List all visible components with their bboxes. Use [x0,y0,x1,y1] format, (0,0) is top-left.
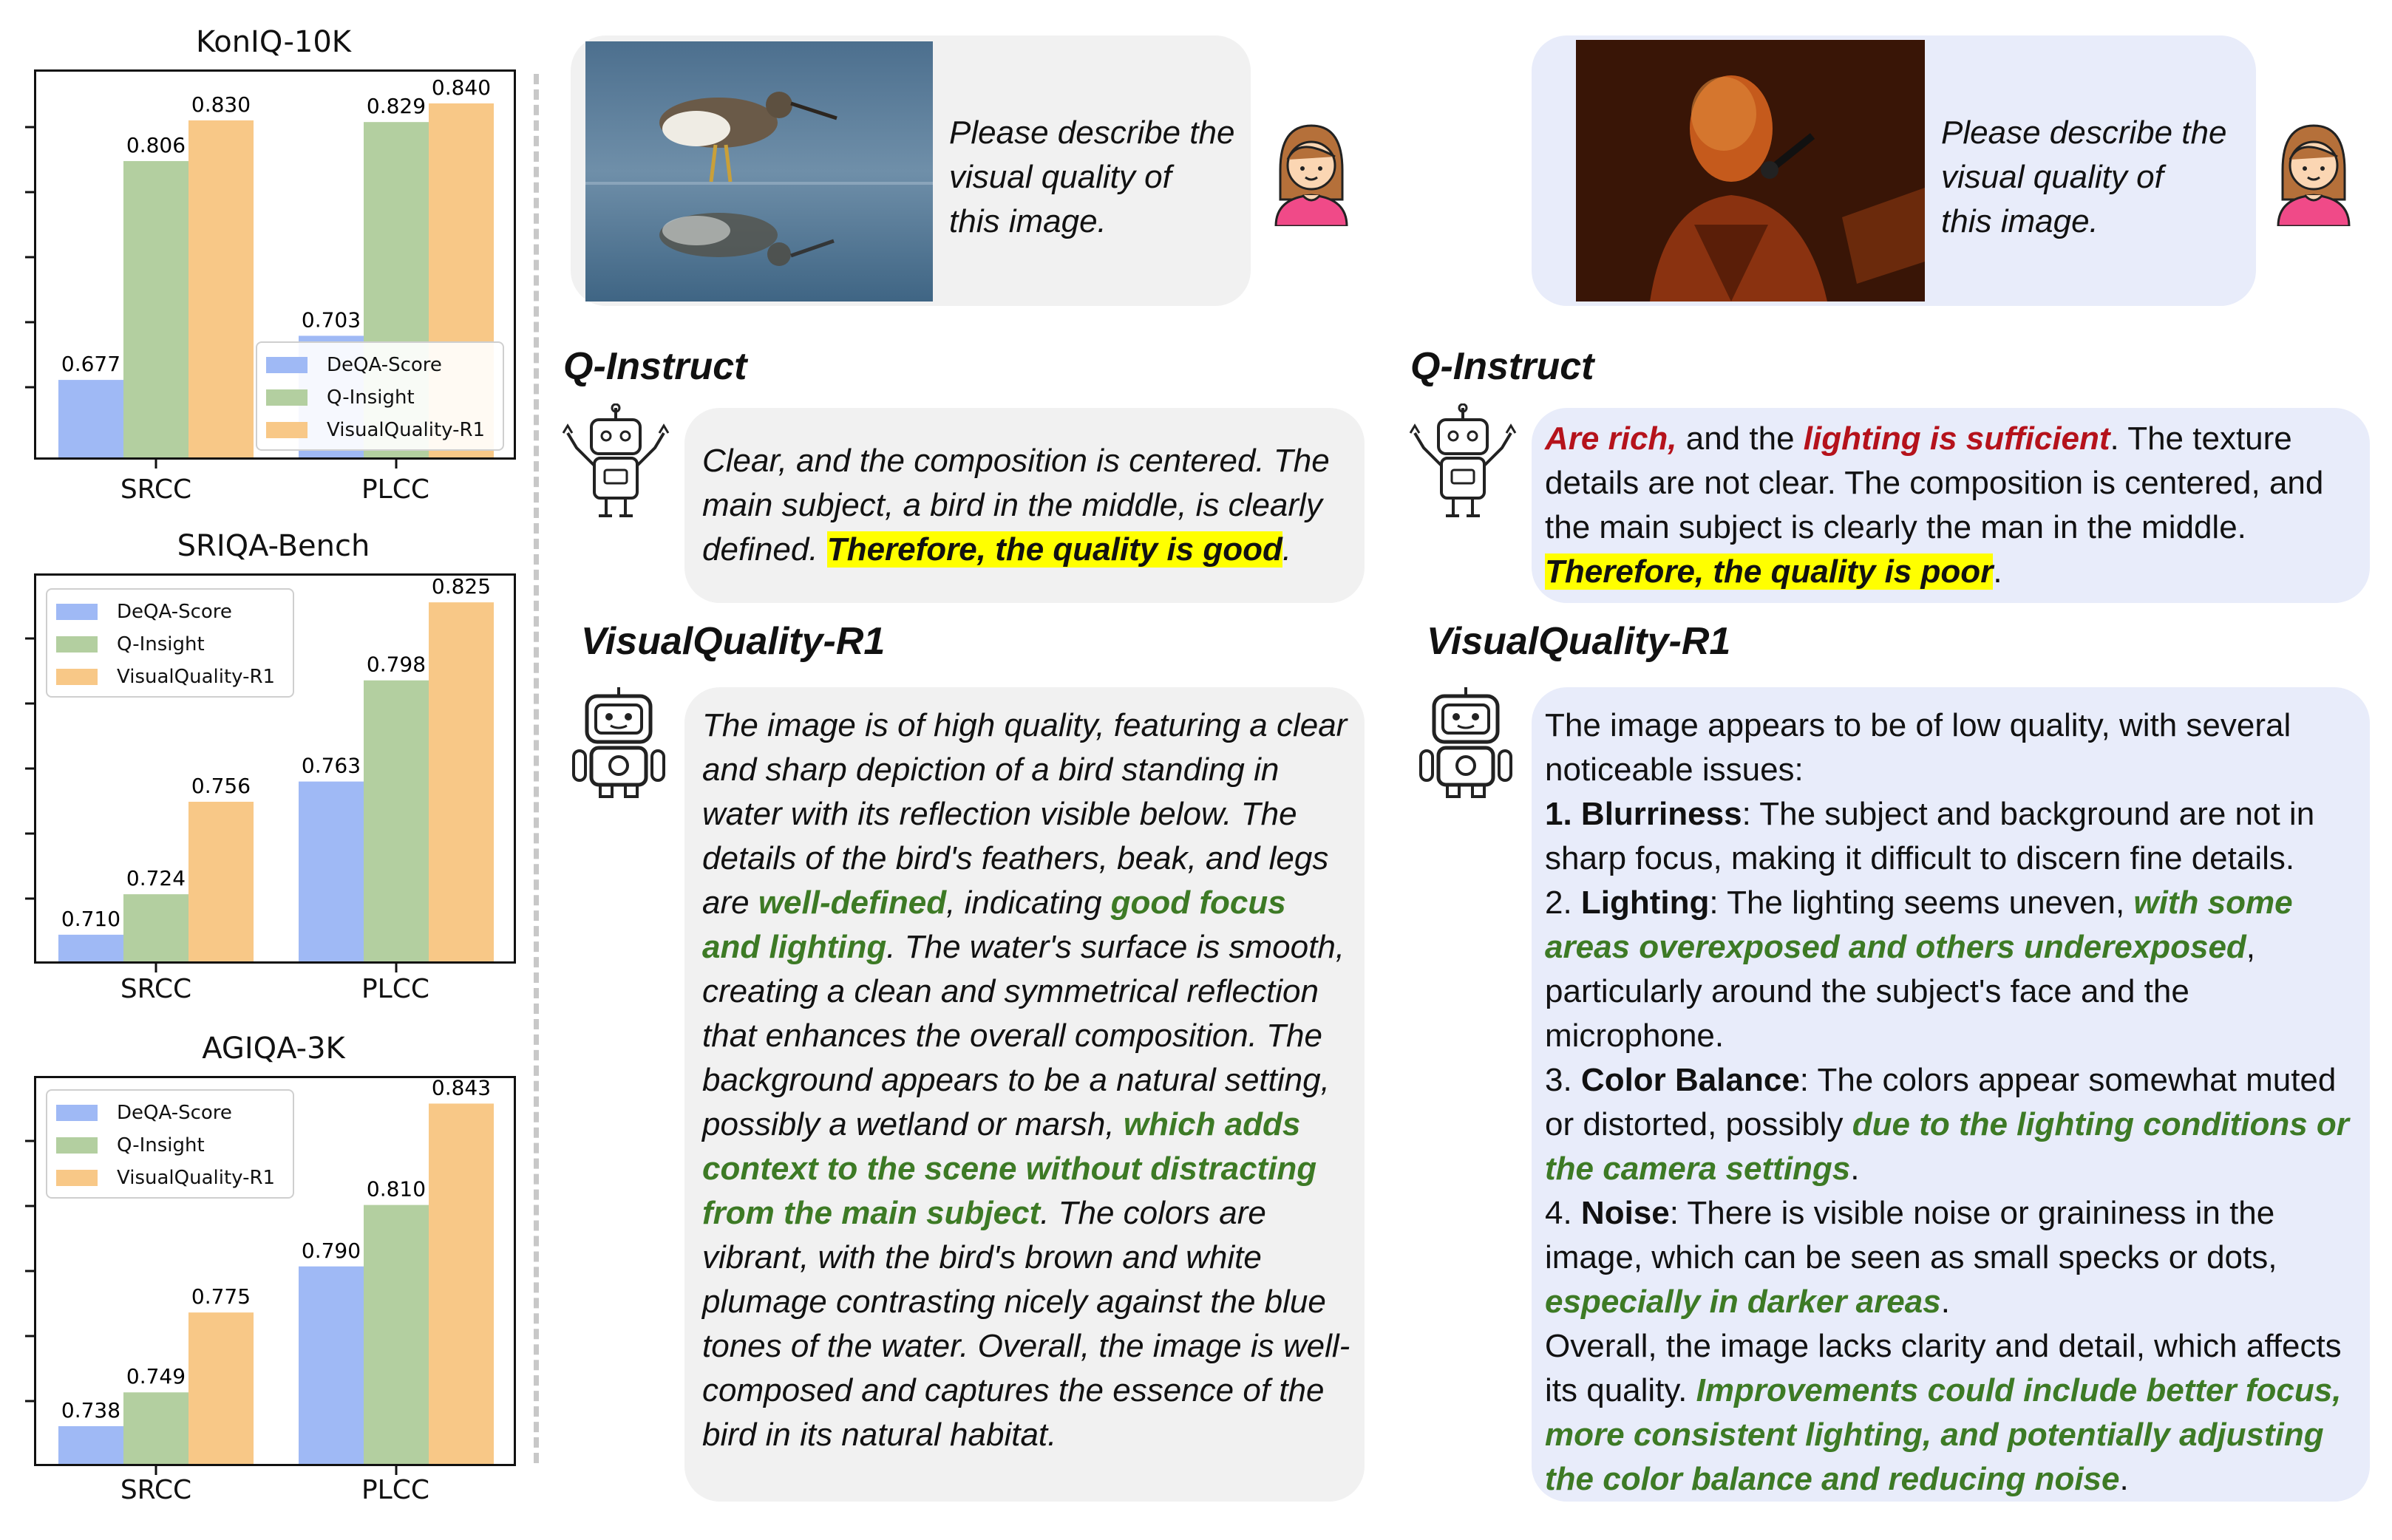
text-segment: Therefore, the quality is good [826,531,1282,568]
category-label: SRCC [120,1475,192,1505]
bar [364,1205,429,1464]
bar-value-label: 0.763 [301,753,361,778]
text-segment: Color Balance [1580,1062,1800,1098]
response-paragraph [1545,881,2365,1058]
text-segment: 3. [1545,1062,1581,1098]
text-segment: , particularly around the subject's face and the microphone. [1545,929,2256,1054]
text-segment: : The lighting seems uneven, [1709,885,2134,921]
text-segment: well-defined [758,885,947,921]
bar [58,380,123,457]
text-segment: Lighting [1580,885,1710,921]
category-label: PLCC [361,474,430,505]
bird-photo [585,41,933,301]
bar [299,782,364,961]
legend-item: Q-Insight [56,628,284,661]
q-instruct-response-text [1545,417,2358,594]
bar-value-label: 0.703 [301,307,361,333]
bar-value-label: 0.749 [126,1364,186,1389]
category-label: SRCC [120,974,192,1004]
response-paragraph [1545,703,2365,792]
visualquality-r1-heading: VisualQuality-R1 [581,620,886,663]
visualquality-r1-heading: VisualQuality-R1 [1427,620,1731,663]
text-segment: . The texture details are not clear. The composition is centered, and the main subject is clearly the man in the middle. [1545,420,2324,545]
q-instruct-response-text [702,439,1353,572]
bar-value-label: 0.830 [191,92,251,117]
chart-title: KonIQ-10K [195,25,352,59]
text-segment: : The colors appear somewhat muted or distorted, possibly [1545,1062,2337,1142]
user-avatar-icon [1265,118,1357,229]
robot-icon [571,684,667,803]
response-paragraph [1545,792,2365,881]
chart-title: AGIQA-3K [202,1032,345,1066]
chart-legend [256,341,504,451]
bar-value-label: 0.825 [431,574,492,599]
text-segment: . [1940,1284,1950,1320]
text-segment: . [1282,531,1292,568]
q-instruct-heading: Q-Instruct [563,345,747,388]
text-segment: due to the lighting conditions or the camera settings [1545,1106,2349,1187]
bar-value-label: 0.775 [191,1284,251,1309]
text-segment: with some areas overexposed and others underexposed [1545,885,2293,965]
bar-value-label: 0.843 [431,1075,492,1100]
text-segment: 2. [1545,885,1581,921]
user-prompt-text: Please describe the visual quality of this image. [1941,115,2227,239]
bar-value-label: 0.840 [431,75,492,100]
user-prompt-text: Please describe the visual quality of this image. [949,115,1235,239]
text-segment: : The subject and background are not in sharp focus, making it difficult to discern fine details. [1545,796,2315,876]
text-segment: lighting is sufficient [1803,420,2110,457]
text-segment: and the [1676,420,1804,457]
text-segment: Are rich, [1545,420,1677,457]
q-instruct-heading: Q-Instruct [1410,345,1594,388]
text-segment: . [2119,1461,2129,1497]
legend-item: Q-Insight [266,381,494,414]
visualquality-r1-response-text [1545,703,2365,1502]
bar [123,894,188,961]
text-segment: The image is of high quality, featuring a clear and sharp depiction of a bird standing in water with its reflection visible below. The details of the bird's feathers, beak, and legs are [702,707,1348,921]
bar-value-label: 0.677 [61,352,121,377]
bar-value-label: 0.710 [61,906,121,931]
bar-value-label: 0.790 [301,1238,361,1263]
text-segment: : There is visible noise or graininess in the image, which can be seen as small specks or dots, [1545,1195,2277,1275]
singer-photo [1576,40,1925,301]
text-segment: . [1993,553,2002,590]
bar-value-label: 0.810 [366,1176,427,1202]
bar [188,1312,254,1464]
response-paragraph [1545,1058,2365,1191]
bar-value-label: 0.798 [366,652,427,677]
text-segment: Improvements could include better focus, more consistent lighting, and potentially adjusting the color balance and reducing noise [1545,1372,2342,1497]
category-label: PLCC [361,974,430,1004]
bar-value-label: 0.724 [126,866,186,891]
legend-item: DeQA-Score [56,596,284,628]
text-segment: Therefore, the quality is poor [1545,553,1994,590]
bar [58,935,123,961]
text-segment: 1. Blurriness [1545,796,1742,832]
bar [188,802,254,961]
text-segment: Clear, and the composition is centered. The main subject, a bird in the middle, is clearly defined. [702,443,1330,568]
text-segment: especially in darker areas [1545,1284,1941,1320]
legend-item: DeQA-Score [266,349,494,381]
bar [429,602,494,961]
bar-value-label: 0.738 [61,1397,121,1423]
text-segment: , indicating [946,885,1111,921]
bar-value-label: 0.756 [191,773,251,798]
robot-icon [1418,684,1514,803]
dashed-divider [534,74,539,1463]
text-segment: Overall, the image lacks clarity and detail, which affects its quality. [1545,1328,2342,1408]
text-segment: 4. [1545,1195,1581,1231]
bar [364,681,429,961]
legend-item: VisualQuality-R1 [266,414,494,446]
text-segment: Noise [1580,1195,1670,1231]
legend-item: VisualQuality-R1 [56,1162,284,1194]
robot-icon [560,403,671,525]
text-segment: . [1850,1151,1860,1187]
text-segment: . The colors are vibrant, with the bird's brown and white plumage contrasting nicely against the blue tones of the water. Overall, the image is well-composed and captures the essence of the bird in its natural habitat. [702,1195,1350,1453]
category-label: PLCC [361,1475,430,1505]
bar-value-label: 0.806 [126,132,186,157]
category-label: SRCC [120,474,192,505]
bar [429,1103,494,1464]
text-segment: which adds context to the scene without distracting from the main subject [702,1106,1317,1231]
user-avatar-icon [2268,118,2359,229]
text-segment: good focus and lighting [702,885,1286,965]
bar [188,120,254,457]
response-paragraph [1545,1191,2365,1324]
bar-value-label: 0.829 [366,94,427,119]
response-paragraph [1545,1324,2365,1502]
legend-item: VisualQuality-R1 [56,661,284,693]
bar [58,1426,123,1464]
legend-item: DeQA-Score [56,1097,284,1129]
visualquality-r1-response-text [702,703,1353,1457]
legend-item: Q-Insight [56,1129,284,1162]
bar [123,1392,188,1464]
chart-title: SRIQA-Bench [177,529,370,563]
text-segment: . The water's surface is smooth, creating a clean and symmetrical reflection that enhances the overall composition. The background appears to be a natural setting, possibly a wetland or marsh, [702,929,1345,1142]
bar [123,161,188,457]
chart-legend [46,1089,294,1199]
text-segment: The image appears to be of low quality, with several noticeable issues: [1545,707,2291,788]
robot-icon [1407,403,1518,525]
bar [299,1267,364,1464]
chart-legend [46,588,294,698]
